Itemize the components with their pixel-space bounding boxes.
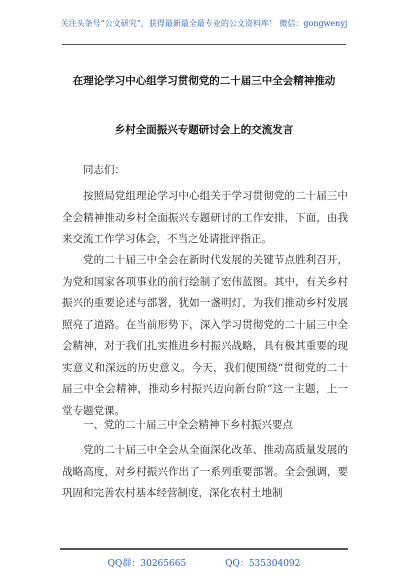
body-paragraph: 党的二十届三中全会从全面深化改革、推动高质量发展的战略高度，对乡村振兴作出了一系列重要部署。全会强调，要巩固和完善农村基本经营制度，深化农村土地制 xyxy=(62,444,348,499)
body-paragraph: 按照局党组理论学习中心组关于学习贯彻党的二十届三中全会精神推动乡村全面振兴专题研讨的工作安排，下面，由我来交流工作学习体会，不当之处请批评指正。 xyxy=(62,190,348,245)
body-paragraph: 党的二十届三中全会在新时代发展的关键节点胜利召开，为党和国家各项事业的前行绘制了宏伟蓝图。其中，有关乡村振兴的重要论述与部署，犹如一盏明灯，为我们推动乡村发展照亮了道路。在当前形势下，深入学习贯彻党的二十届三中全会精神，对于我们扎实推进乡村振兴战略，具有极其重要的现实意义和深远的历史意义。今天，我们便围绕“贯彻党的二十届三中全会精神，推动乡村振兴迈向新台阶”这一主题，上一堂专题党课。 xyxy=(62,254,348,417)
document-title-line-2: 乡村全面振兴专题研讨会上的交流发言 xyxy=(114,124,294,136)
page-header: 关注头条号“公文研究”，获得最新最全最专业的公文资料库！ 微信：gongwenyj xyxy=(60,19,348,28)
document-title-line-1: 在理论学习中心组学习贯彻党的二十届三中全会精神推动 xyxy=(72,75,336,87)
footer-qq-group: QQ群：30265665 xyxy=(107,559,187,569)
greeting: 同志们： xyxy=(83,164,125,176)
page-footer xyxy=(0,556,408,569)
section-heading: 一、党的二十届三中全会精神下乡村振兴要点 xyxy=(83,419,293,431)
footer-divider xyxy=(60,548,348,550)
footer-qq: QQ：535304092 xyxy=(225,559,301,569)
header-divider xyxy=(62,44,346,45)
